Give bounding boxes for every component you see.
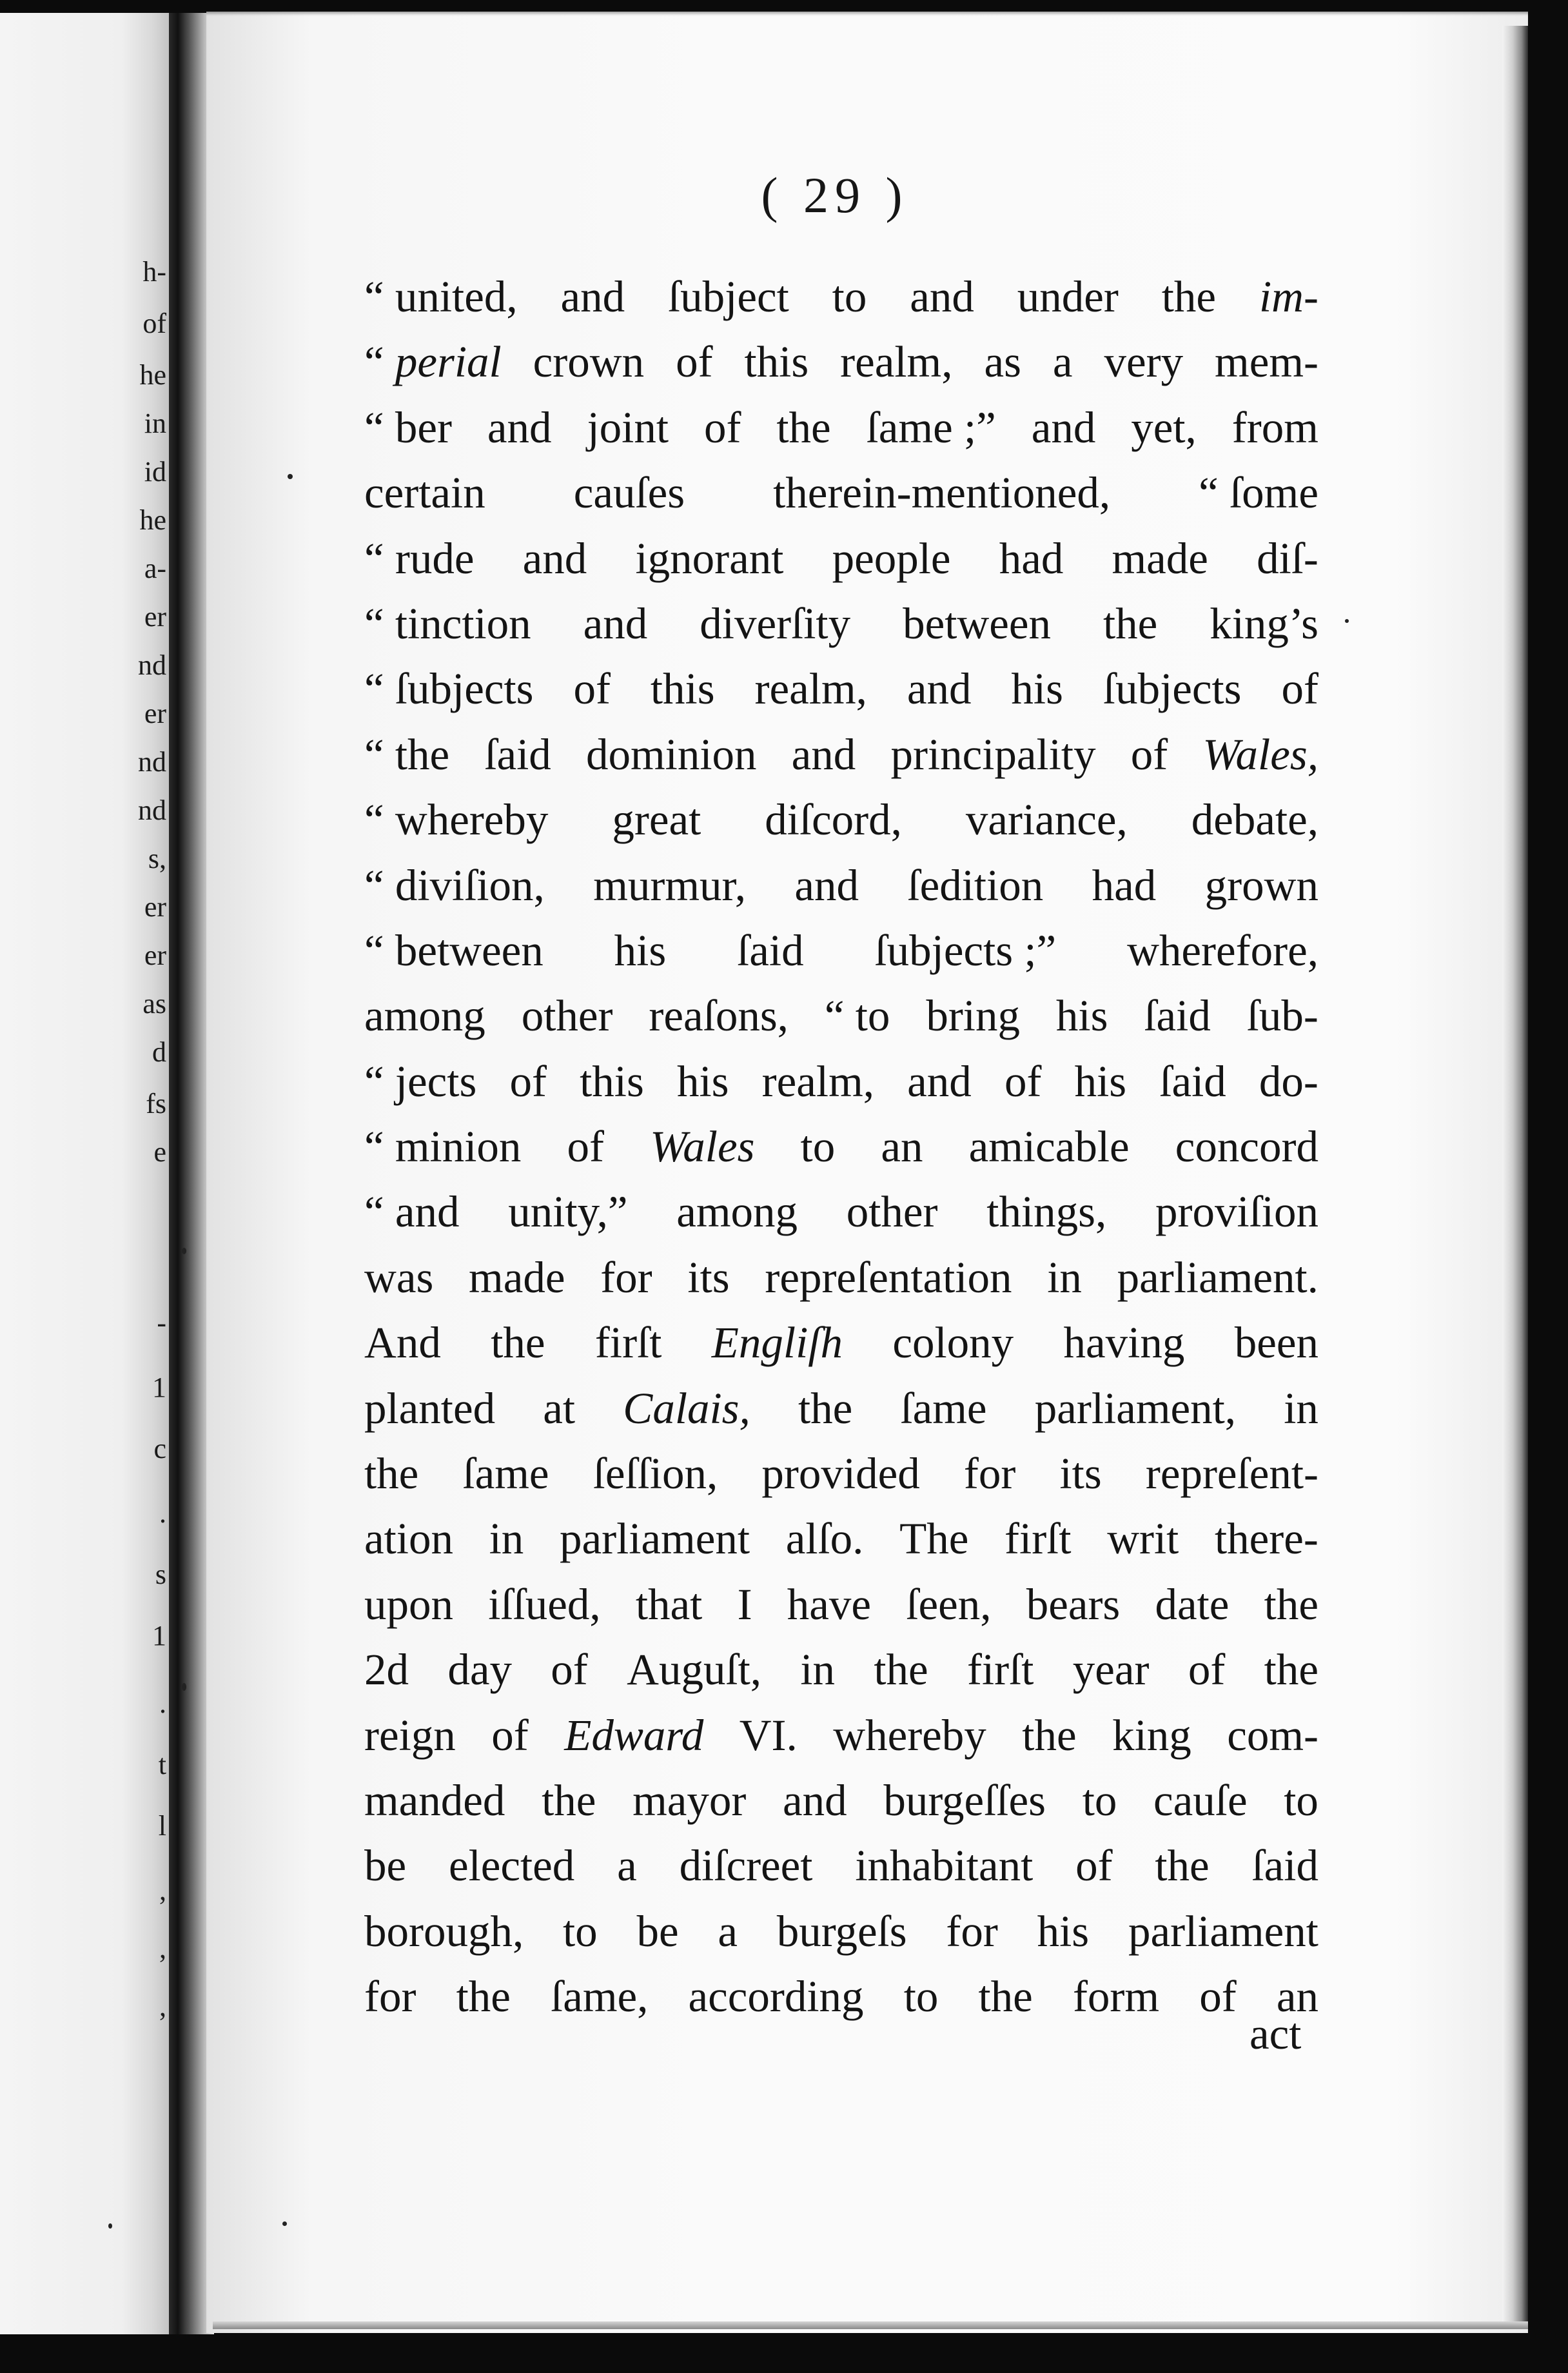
word: there- bbox=[1215, 1514, 1318, 1564]
facing-page-text: nd bbox=[138, 649, 166, 681]
word: to bbox=[832, 272, 867, 321]
word: ſubjects ;” bbox=[874, 925, 1057, 975]
word: for bbox=[963, 1449, 1016, 1499]
word: and bbox=[907, 1056, 972, 1106]
word: Auguſt, bbox=[627, 1645, 762, 1695]
word: parliament bbox=[559, 1514, 750, 1564]
word: and bbox=[560, 272, 625, 321]
text-line bbox=[364, 1703, 1318, 1768]
word: ation bbox=[364, 1514, 453, 1564]
word: “ ber bbox=[364, 402, 452, 452]
word: inhabitant bbox=[855, 1841, 1034, 1891]
word: the bbox=[978, 1972, 1033, 2022]
word: mem- bbox=[1215, 337, 1318, 387]
facing-page-text: l bbox=[158, 1810, 166, 1842]
facing-page-text: nd bbox=[138, 746, 166, 778]
word: made bbox=[1112, 533, 1208, 583]
word: of bbox=[1281, 664, 1318, 714]
word: in bbox=[1047, 1252, 1082, 1302]
page-bottom-edge bbox=[213, 2321, 1528, 2329]
facing-page-text: e bbox=[153, 1136, 166, 1168]
word: year bbox=[1072, 1645, 1150, 1695]
word: the bbox=[1022, 1710, 1077, 1760]
word: king bbox=[1112, 1710, 1191, 1760]
word: an bbox=[881, 1122, 923, 1172]
word: ſedition bbox=[907, 860, 1044, 910]
facing-page-text: c bbox=[153, 1433, 166, 1464]
word: repreſentation bbox=[765, 1252, 1012, 1302]
word: be bbox=[364, 1841, 407, 1891]
text-line bbox=[364, 983, 1318, 1049]
word: do- bbox=[1259, 1056, 1318, 1106]
word: cauſes bbox=[573, 468, 685, 518]
word: “ diviſion, bbox=[364, 860, 545, 910]
word: ſaid bbox=[737, 925, 804, 975]
text-line bbox=[364, 1376, 1318, 1441]
word: of bbox=[491, 1710, 529, 1760]
word: of bbox=[567, 1122, 604, 1172]
word: certain bbox=[364, 468, 485, 518]
word: firſt bbox=[1004, 1514, 1072, 1564]
word: amicable bbox=[968, 1122, 1130, 1172]
text-line bbox=[364, 656, 1318, 722]
word: ignorant bbox=[635, 533, 784, 583]
word: upon bbox=[364, 1579, 453, 1629]
text-line bbox=[364, 1441, 1318, 1506]
word: its bbox=[687, 1252, 730, 1302]
word: Wales bbox=[650, 1122, 755, 1172]
text-line bbox=[364, 1899, 1318, 1964]
word: 2d bbox=[364, 1645, 409, 1695]
facing-page-text: nd bbox=[138, 794, 166, 826]
facing-page-text: fs bbox=[146, 1088, 166, 1119]
word: very bbox=[1104, 337, 1184, 387]
word: to bbox=[563, 1906, 598, 1956]
word: parliament, bbox=[1034, 1383, 1237, 1433]
facing-page-text: 1 bbox=[152, 1372, 166, 1403]
word: for bbox=[364, 1972, 416, 2022]
word: cauſe bbox=[1153, 1775, 1248, 1825]
text-line bbox=[364, 918, 1318, 983]
word: ſaid bbox=[1159, 1056, 1226, 1106]
word: ſaid bbox=[484, 729, 551, 779]
word: ſame, bbox=[551, 1972, 649, 2022]
word: dominion bbox=[585, 729, 757, 779]
word: ſame bbox=[900, 1383, 987, 1433]
word: day bbox=[447, 1645, 512, 1695]
word: unity,” bbox=[508, 1187, 628, 1237]
facing-page-text: a- bbox=[144, 553, 166, 584]
word: according bbox=[688, 1972, 864, 2022]
word: the bbox=[1102, 598, 1158, 648]
ink-speck bbox=[108, 2223, 112, 2229]
word: from bbox=[1231, 402, 1318, 452]
ink-speck bbox=[282, 2221, 287, 2226]
text-line bbox=[364, 1114, 1318, 1179]
facing-page-text: , bbox=[159, 1991, 166, 2022]
word: diſcord, bbox=[765, 795, 902, 845]
word: and bbox=[794, 860, 859, 910]
text-line bbox=[364, 395, 1318, 460]
facing-page-text: id bbox=[144, 456, 166, 487]
word: the bbox=[1264, 1645, 1318, 1695]
word: “ jects bbox=[364, 1056, 477, 1106]
text-line bbox=[364, 853, 1318, 918]
word: had bbox=[999, 533, 1064, 583]
word: “ whereby bbox=[364, 795, 549, 845]
facing-page-text: - bbox=[157, 1307, 166, 1339]
word: yet, bbox=[1131, 402, 1197, 452]
word: repreſent- bbox=[1145, 1449, 1318, 1499]
word: that bbox=[635, 1579, 703, 1629]
body-text bbox=[364, 264, 1318, 2030]
word: diſ- bbox=[1257, 533, 1318, 583]
text-line bbox=[364, 1049, 1318, 1114]
word: was bbox=[364, 1252, 434, 1302]
word: the bbox=[1161, 272, 1217, 321]
facing-page-text: s, bbox=[148, 843, 166, 874]
word: at bbox=[543, 1383, 576, 1433]
facing-page-text: , bbox=[159, 1933, 166, 1964]
word: com- bbox=[1227, 1710, 1318, 1760]
word: burgeſſes bbox=[883, 1775, 1046, 1825]
word: and bbox=[791, 729, 856, 779]
ink-speck bbox=[1345, 619, 1349, 623]
word: for bbox=[600, 1252, 652, 1302]
facing-page-text: , bbox=[159, 1875, 166, 1906]
word: and bbox=[906, 664, 972, 714]
word: ſubject bbox=[668, 272, 789, 321]
word: ſame ;” bbox=[866, 402, 996, 452]
word: its bbox=[1059, 1449, 1102, 1499]
word: “ united, bbox=[364, 272, 518, 321]
word: “ and bbox=[364, 1187, 460, 1237]
word: “ ſubjects bbox=[364, 664, 534, 714]
text-line bbox=[364, 1833, 1318, 1898]
word: the bbox=[1264, 1579, 1318, 1629]
text-line bbox=[364, 1506, 1318, 1571]
word: “ to bbox=[824, 991, 890, 1041]
word: among bbox=[676, 1187, 798, 1237]
word: other bbox=[846, 1187, 938, 1237]
word: realm, bbox=[761, 1056, 874, 1106]
word: “ ſome bbox=[1199, 468, 1318, 518]
word: his bbox=[1074, 1056, 1127, 1106]
page-number: ( 29 ) bbox=[761, 167, 909, 223]
word: ſame bbox=[462, 1449, 549, 1499]
word: “ between bbox=[364, 925, 544, 975]
word: “ rude bbox=[364, 533, 475, 583]
word: a bbox=[617, 1841, 637, 1891]
word: alſo. bbox=[785, 1514, 864, 1564]
facing-page-text: d bbox=[152, 1036, 166, 1068]
word: king’s bbox=[1210, 598, 1318, 648]
word: this bbox=[650, 664, 715, 714]
text-line bbox=[364, 1245, 1318, 1310]
facing-page-text: er bbox=[144, 940, 166, 971]
word: people bbox=[832, 533, 951, 583]
facing-page-text: 1 bbox=[152, 1620, 166, 1651]
word: to bbox=[1082, 1775, 1117, 1825]
word: things, bbox=[986, 1187, 1107, 1237]
word: And bbox=[364, 1318, 441, 1368]
word: a bbox=[718, 1906, 738, 1956]
text-line bbox=[364, 1179, 1318, 1245]
word: principality bbox=[890, 729, 1096, 779]
word: his bbox=[1055, 991, 1108, 1041]
facing-page-text: in bbox=[144, 408, 166, 439]
word: under bbox=[1017, 272, 1119, 321]
word: Engliſh bbox=[711, 1318, 843, 1368]
text-line bbox=[364, 460, 1318, 526]
word: as bbox=[984, 337, 1021, 387]
facing-page-text: of bbox=[142, 308, 166, 339]
word: Edward bbox=[564, 1710, 704, 1760]
word: bears bbox=[1026, 1579, 1121, 1629]
word: “ the bbox=[364, 729, 450, 779]
word: burgeſs bbox=[776, 1906, 907, 1956]
word: ſaid bbox=[1251, 1841, 1318, 1891]
facing-page-text: er bbox=[144, 891, 166, 923]
text-line bbox=[364, 787, 1318, 852]
word: of bbox=[676, 337, 713, 387]
word: of bbox=[551, 1645, 588, 1695]
word: The bbox=[899, 1514, 969, 1564]
word: joint bbox=[587, 402, 669, 452]
facing-page-text: er bbox=[144, 698, 166, 729]
word: of bbox=[509, 1056, 547, 1106]
word: provided bbox=[761, 1449, 920, 1499]
word: crown bbox=[533, 337, 645, 387]
word: of bbox=[1004, 1056, 1042, 1106]
facing-page-fragment bbox=[0, 13, 174, 2334]
word: debate, bbox=[1191, 795, 1318, 845]
text-line bbox=[364, 1310, 1318, 1375]
word: borough, bbox=[364, 1906, 524, 1956]
word: the bbox=[1155, 1841, 1210, 1891]
word: ſubjects bbox=[1102, 664, 1242, 714]
word: ſeen, bbox=[906, 1579, 992, 1629]
word: murmur, bbox=[593, 860, 746, 910]
word: to bbox=[903, 1972, 939, 2022]
word: having bbox=[1063, 1318, 1185, 1368]
word: in bbox=[800, 1645, 836, 1695]
word: his bbox=[1037, 1906, 1090, 1956]
facing-page-text: t bbox=[158, 1749, 166, 1780]
word: of bbox=[1188, 1645, 1226, 1695]
word: concord bbox=[1175, 1122, 1318, 1172]
word: of bbox=[1199, 1972, 1237, 2022]
word: realm, bbox=[754, 664, 867, 714]
text-line bbox=[364, 526, 1318, 591]
word: elected bbox=[448, 1841, 575, 1891]
text-line bbox=[364, 1768, 1318, 1833]
word: the bbox=[542, 1775, 596, 1825]
word: manded bbox=[364, 1775, 505, 1825]
word: diverſity bbox=[700, 598, 851, 648]
facing-page-text: he bbox=[139, 359, 166, 391]
word: Calais, bbox=[623, 1383, 750, 1433]
word: made bbox=[469, 1252, 565, 1302]
word: colony bbox=[892, 1318, 1014, 1368]
word: and bbox=[1031, 402, 1096, 452]
word: planted bbox=[364, 1383, 496, 1433]
word: and bbox=[522, 533, 587, 583]
word: parliament. bbox=[1117, 1252, 1318, 1302]
word: form bbox=[1072, 1972, 1160, 2022]
text-line bbox=[364, 1964, 1318, 2029]
word: ſub- bbox=[1246, 991, 1318, 1041]
word: of bbox=[573, 664, 611, 714]
word: reign bbox=[364, 1710, 456, 1760]
ink-speck bbox=[182, 1248, 186, 1254]
page-edge bbox=[1502, 26, 1528, 2321]
catchword: act bbox=[1250, 2009, 1302, 2058]
word: a bbox=[1052, 337, 1073, 387]
word: “ minion bbox=[364, 1122, 522, 1172]
word: and bbox=[487, 402, 552, 452]
word: his bbox=[676, 1056, 729, 1106]
word: iſſued, bbox=[488, 1579, 601, 1629]
word: “ tinction bbox=[364, 598, 531, 648]
word: writ bbox=[1107, 1514, 1179, 1564]
word: have bbox=[787, 1579, 872, 1629]
word: therein-mentioned, bbox=[773, 468, 1111, 518]
word: ſaid bbox=[1144, 991, 1211, 1041]
ink-speck bbox=[288, 474, 293, 479]
word: im- bbox=[1259, 272, 1318, 321]
word: of bbox=[1075, 1841, 1113, 1891]
word: great bbox=[612, 795, 701, 845]
text-line bbox=[364, 722, 1318, 787]
facing-page-text: er bbox=[144, 601, 166, 633]
word: and bbox=[783, 1775, 847, 1825]
text-line bbox=[364, 264, 1318, 330]
word: this bbox=[580, 1056, 644, 1106]
word: diſcreet bbox=[679, 1841, 813, 1891]
word: his bbox=[614, 925, 667, 975]
word: whereby bbox=[833, 1710, 986, 1760]
word: the bbox=[798, 1383, 853, 1433]
facing-page-text: . bbox=[159, 1497, 166, 1529]
word: the bbox=[456, 1972, 511, 2022]
word: VI. bbox=[739, 1710, 798, 1760]
word: of bbox=[703, 402, 741, 452]
word: for bbox=[946, 1906, 998, 1956]
word: had bbox=[1092, 860, 1157, 910]
word: between bbox=[903, 598, 1051, 648]
word: grown bbox=[1204, 860, 1318, 910]
word: to bbox=[1284, 1775, 1318, 1825]
word: variance, bbox=[965, 795, 1128, 845]
word: in bbox=[1284, 1383, 1318, 1433]
word: realm, bbox=[840, 337, 953, 387]
word: in bbox=[489, 1514, 524, 1564]
word: the bbox=[491, 1318, 545, 1368]
word: date bbox=[1155, 1579, 1230, 1629]
facing-page-text: h- bbox=[142, 256, 166, 288]
word: and bbox=[910, 272, 974, 321]
text-line bbox=[364, 1572, 1318, 1637]
text-line bbox=[364, 591, 1318, 656]
word: be bbox=[636, 1906, 679, 1956]
word: firſt bbox=[594, 1318, 662, 1368]
word: to bbox=[800, 1122, 836, 1172]
word: among bbox=[364, 991, 485, 1041]
word: the bbox=[874, 1645, 928, 1695]
facing-page-text: s bbox=[155, 1559, 166, 1590]
word: an bbox=[1276, 1972, 1318, 2022]
word: the bbox=[364, 1449, 419, 1499]
word: firſt bbox=[966, 1645, 1034, 1695]
word: reaſons, bbox=[649, 991, 789, 1041]
word: other bbox=[521, 991, 613, 1041]
word: proviſion bbox=[1155, 1187, 1318, 1237]
word: of bbox=[1130, 729, 1168, 779]
text-line bbox=[364, 1637, 1318, 1702]
facing-page-text: he bbox=[139, 504, 166, 536]
word: parliament bbox=[1128, 1906, 1318, 1956]
word: been bbox=[1234, 1318, 1318, 1368]
facing-page-text: . bbox=[159, 1688, 166, 1719]
facing-page-text: as bbox=[142, 988, 166, 1019]
word: “ perial bbox=[364, 337, 502, 387]
word: his bbox=[1011, 664, 1063, 714]
word: and bbox=[583, 598, 648, 648]
word: I bbox=[737, 1579, 752, 1629]
word: bring bbox=[926, 991, 1020, 1041]
word: this bbox=[744, 337, 809, 387]
word: mayor bbox=[632, 1775, 747, 1825]
word: the bbox=[776, 402, 831, 452]
word: wherefore, bbox=[1127, 925, 1318, 975]
word: ſeſſion, bbox=[593, 1449, 718, 1499]
text-line bbox=[364, 330, 1318, 395]
word: Wales, bbox=[1202, 729, 1318, 779]
ink-speck bbox=[182, 1683, 186, 1691]
